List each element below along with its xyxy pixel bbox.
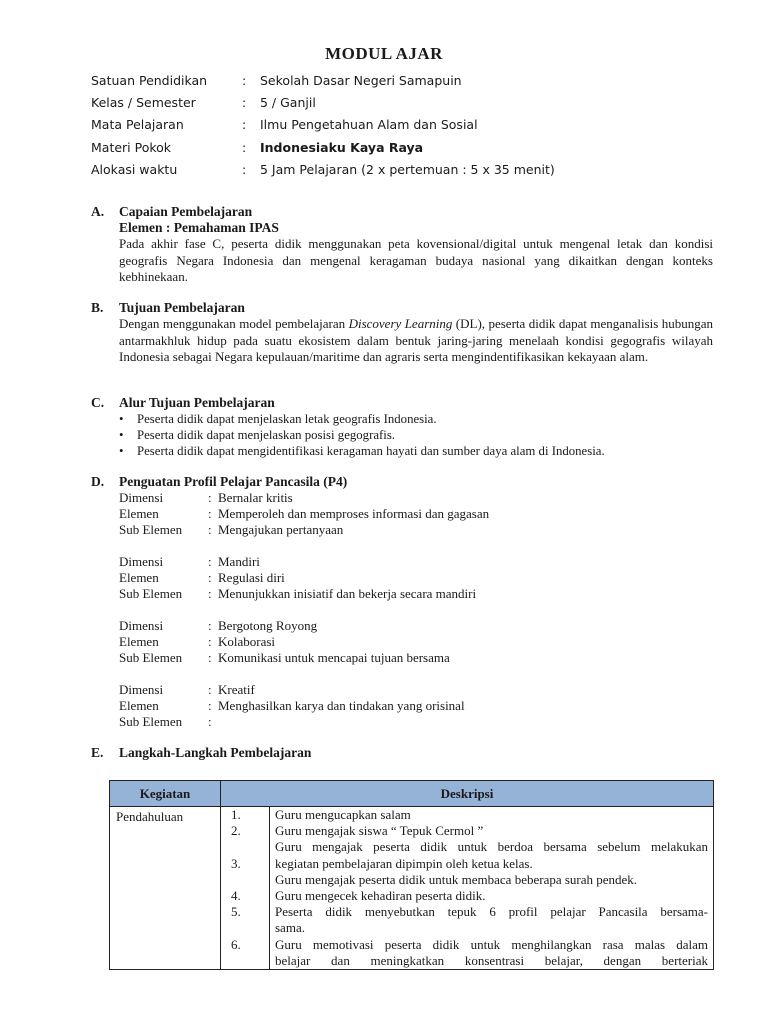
section-b-title: Tujuan Pembelajaran — [119, 300, 245, 315]
p4-elemen: Regulasi diri — [218, 569, 285, 585]
p4-label: Elemen — [119, 633, 159, 649]
step-line: Guru mengajak peserta didik untuk membaca beberapa surah pendek. — [275, 871, 638, 887]
step-number — [221, 953, 269, 969]
identity-colon: : — [242, 95, 247, 111]
kegiatan-cell: Pendahuluan — [110, 807, 221, 970]
section-b-text-before: Dengan menggunakan model pembelajaran — [119, 316, 349, 331]
step-line: Guru memotivasi peserta didik untuk menghilangkan rasa malas dalam — [275, 936, 708, 952]
steps-table — [109, 780, 714, 970]
p4-sub-elemen: Mengajukan pertanyaan — [218, 521, 344, 537]
section-c-letter: C. — [91, 395, 105, 410]
step-number: 5. — [231, 904, 241, 920]
p4-colon: : — [208, 649, 212, 665]
p4-elemen: Memperoleh dan memproses informasi dan gagasan — [218, 505, 490, 521]
p4-dimensi: Mandiri — [218, 554, 260, 569]
identity-label: Satuan Pendidikan — [91, 73, 208, 88]
section-e-letter: E. — [91, 745, 104, 760]
identity-colon: : — [242, 161, 247, 177]
p4-label: Sub Elemen — [119, 713, 183, 729]
p4-sub-elemen: Komunikasi untuk mencapai tujuan bersama — [218, 649, 450, 665]
p4-colon: : — [208, 618, 212, 633]
section-b-text — [119, 316, 713, 366]
p4-colon: : — [208, 697, 212, 713]
p4-label: Elemen — [119, 569, 159, 585]
document-title: MODUL AJAR — [325, 44, 443, 63]
list-item-text: Peserta didik dapat menjelaskan letak geografis Indonesia. — [137, 412, 437, 426]
identity-row-subject — [91, 116, 555, 138]
section-b-text-italic: Discovery Learning — [348, 316, 453, 331]
p4-label: Sub Elemen — [119, 521, 183, 537]
step-line: Peserta didik menyebutkan tepuk 6 profil pelajar Pancasila bersama- — [275, 904, 708, 920]
list-item-text: Peserta didik dapat menjelaskan posisi gegografis. — [137, 428, 396, 443]
p4-group-1 — [119, 490, 489, 538]
section-c-title: Alur Tujuan Pembelajaran — [119, 395, 275, 410]
section-a-title: Capaian Pembelajaran — [119, 204, 253, 219]
step-line: sama. — [275, 920, 305, 936]
table-header-row — [110, 781, 714, 807]
p4-elemen: Menghasilkan karya dan tindakan yang orisinal — [218, 697, 465, 713]
p4-label: Elemen — [119, 697, 159, 713]
p4-label: Elemen — [119, 505, 159, 521]
section-e-title: Langkah-Langkah Pembelajaran — [119, 745, 312, 760]
step-line: Guru mengecek kehadiran peserta didik. — [275, 888, 486, 904]
identity-row-time — [91, 161, 555, 183]
bullet-icon: • — [119, 444, 124, 459]
p4-group-4 — [119, 682, 465, 730]
p4-colon: : — [208, 521, 212, 537]
p4-label: Sub Elemen — [119, 649, 183, 665]
step-line: kegiatan pembelajaran dipimpin oleh ketua kelas. — [275, 855, 533, 871]
p4-colon: : — [208, 505, 212, 521]
p4-dimensi: Kreatif — [218, 682, 255, 697]
p4-group-2 — [119, 554, 476, 602]
step-number — [221, 839, 269, 855]
identity-label: Alokasi waktu — [91, 161, 178, 177]
bullet-icon: • — [119, 428, 124, 443]
section-d-letter: D. — [91, 474, 105, 489]
header-deskripsi: Deskripsi — [221, 781, 714, 807]
identity-label: Mata Pelajaran — [91, 117, 184, 133]
identity-row-class — [91, 94, 555, 116]
step-number: 6. — [231, 936, 241, 952]
step-number: 4. — [231, 888, 241, 904]
list-item-text: Peserta didik dapat mengidentifikasi keragaman hayati dan sumber daya alam di Indonesia. — [137, 444, 605, 459]
p4-colon: : — [208, 633, 212, 649]
identity-row-school — [91, 72, 555, 94]
p4-label: Dimensi — [119, 554, 164, 569]
p4-colon: : — [208, 490, 212, 505]
step-line: Guru mengajak siswa “ Tepuk Cermol ” — [275, 823, 484, 839]
section-a-text: Pada akhir fase C, peserta didik menggunakan peta kovensional/digital untuk mengenal letak dan kondisi geografis Negara Indonesia dan mengenal keragaman budaya nasional yang dikaitkan dengan konteks kebhinekaan. — [119, 236, 713, 285]
identity-colon: : — [242, 139, 247, 155]
list-item — [119, 427, 605, 443]
p4-label: Dimensi — [119, 618, 164, 633]
list-item — [119, 443, 605, 459]
step-line: belajar dan meningkatkan konsentrasi belajar, dengan berteriak — [275, 952, 708, 968]
identity-value: Indonesiaku Kaya Raya — [260, 139, 424, 155]
section-b-letter: B. — [91, 300, 104, 315]
section-d-title: Penguatan Profil Pelajar Pancasila (P4) — [119, 474, 348, 489]
p4-colon: : — [208, 713, 212, 729]
p4-sub-elemen: Menunjukkan inisiatif dan bekerja secara mandiri — [218, 585, 477, 601]
identity-value: 5 / Ganjil — [260, 95, 316, 111]
step-line: Guru mengucapkan salam — [275, 807, 411, 822]
p4-colon: : — [208, 554, 212, 569]
number-cell — [221, 807, 270, 970]
p4-label: Dimensi — [119, 490, 164, 505]
identity-colon: : — [242, 73, 247, 88]
identity-value: 5 Jam Pelajaran (2 x pertemuan : 5 x 35 menit) — [260, 161, 555, 177]
identity-row-topic — [91, 139, 555, 161]
step-number: 1. — [231, 807, 241, 822]
p4-colon: : — [208, 585, 212, 601]
p4-group-3 — [119, 618, 450, 666]
section-a-letter: A. — [91, 204, 105, 219]
section-b-text-after: (DL), peserta didik dapat menganalisis hubungan antarmakhluk hidup pada suatu ekosistem dalam bentuk jaring-jaring menelaah kondisi gegografis wilayah Indonesia sebagai Negara kepulauan/maritime dan agraris serta mengindentifikasikan kekayaan alam. — [119, 316, 714, 365]
section-a-subtitle: Elemen : Pemahaman IPAS — [119, 220, 279, 235]
p4-colon: : — [208, 682, 212, 697]
p4-label: Dimensi — [119, 682, 164, 697]
identity-value: Sekolah Dasar Negeri Samapuin — [260, 73, 462, 88]
identity-colon: : — [242, 117, 247, 133]
step-number — [221, 920, 269, 936]
step-number: 2. — [231, 823, 241, 839]
identity-label: Kelas / Semester — [91, 95, 196, 111]
description-cell — [270, 807, 714, 970]
step-number — [221, 872, 269, 888]
step-line: Guru mengajak peserta didik untuk berdoa bersama sebelum melakukan — [275, 839, 708, 855]
header-kegiatan: Kegiatan — [110, 781, 221, 807]
table-row — [110, 807, 714, 970]
p4-colon: : — [208, 569, 212, 585]
section-c-list — [119, 411, 605, 460]
identity-label: Materi Pokok — [91, 139, 172, 155]
step-number: 3. — [231, 855, 241, 871]
bullet-icon: • — [119, 412, 124, 426]
identity-value: Ilmu Pengetahuan Alam dan Sosial — [260, 117, 478, 133]
p4-elemen: Kolaborasi — [218, 633, 276, 649]
p4-label: Sub Elemen — [119, 585, 183, 601]
list-item — [119, 411, 605, 427]
p4-dimensi: Bergotong Royong — [218, 618, 318, 633]
identity-block — [91, 72, 555, 183]
p4-dimensi: Bernalar kritis — [218, 490, 293, 505]
